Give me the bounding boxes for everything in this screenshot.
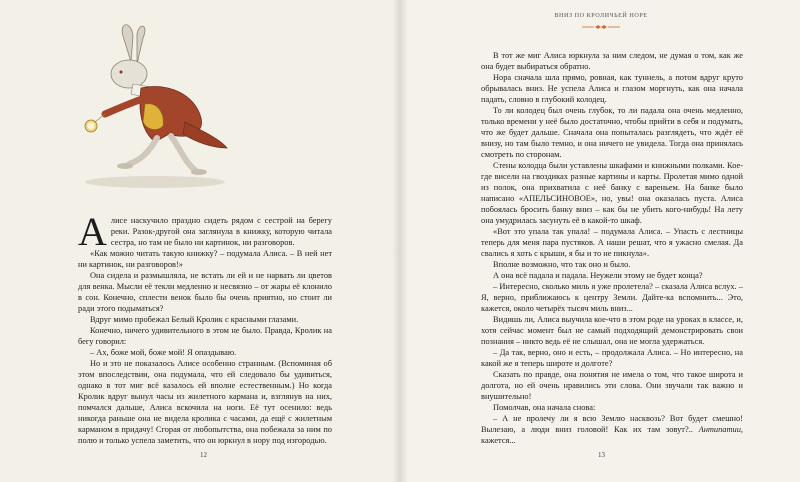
book-gutter: [392, 0, 408, 482]
italic-word: Антипатии: [698, 425, 741, 434]
paragraph: Помолчав, она начала снова:: [493, 403, 596, 412]
left-page-text: [78, 209, 332, 446]
paragraph: В тот же миг Алиса юркнула за ним следом, не думая о том, как же она будет выбираться обратно.: [481, 51, 743, 71]
paragraph: Нора сначала шла прямо, ровная, как туннель, а потом вдруг круто обрывалась вниз. Не успела Алиса и глазом моргнуть, как она начала падать, словно в глубокий колодец.: [481, 73, 743, 104]
paragraph: – Ах, боже мой, боже мой! Я опаздываю.: [90, 348, 237, 357]
paragraph: «Как можно читать такую книжку? – подумала Алиса. – В ней нет ни картинок, ни разговоров!»: [78, 249, 332, 269]
running-head: ВНИЗ ПО КРОЛИЧЬЕЙ НОРЕ: [554, 12, 648, 19]
paragraph: – А не пролечу ли я всю Землю насквозь? Вот будет смешно! Вылезаю, а люди вниз головой! Как их там зовут?.. Антипатии, кажется...: [481, 414, 743, 445]
right-page: [400, 0, 800, 482]
paragraph: Сказать по правде, она понятия не имела о том, что такое широта и долгота, но ей очень нравились эти слова. Они звучали так важно и внушительно!: [481, 370, 743, 401]
paragraph: Вполне возможно, что так оно и было.: [493, 260, 631, 269]
paragraph: Но и это не показалось Алисе особенно странным. (Вспоминая об этом впоследствии, она подумала, что ей следовало бы удивиться, однако в тот миг всё казалось ей вполне естественным.) Но когда Кролик вдруг вынул часы из жилетного кармана и, взглянув на них, помчался дальше, Алиса вскочила на ноги. Её тут осенило: ведь никогда раньше она не видела кролика с часами, да ещё с жилетным карманом в придачу! Сгорая от любопытства, она побежала за ним по полю и только успела заметить, что он юркнул в нору под изгородью.: [78, 359, 332, 445]
left-page: [0, 0, 399, 482]
paragraph: – Интересно, сколько миль я уже пролетела? – сказала Алиса вслух. – Я, верно, приближаюсь к центру Земли. Дайте-ка вспомнить... Это, кажется, около четырёх тысяч миль вниз...: [481, 282, 743, 313]
paragraph: Конечно, ничего удивительного в этом не было. Правда, Кролик на бегу говорил:: [78, 326, 332, 346]
paragraph: – Да так, верно, оно и есть, – продолжала Алиса. – Но интересно, на какой же я теперь широте и долготе?: [481, 348, 743, 368]
paragraph: Стены колодца были уставлены шкафами и книжными полками. Кое-где висели на гвоздиках разные картины и карты. Пролетая мимо одной из полок, она прихватила с неё банку с вареньем. На банке было написано «АПЕЛЬСИНОВОЕ», но, увы! она оказалась пуста. Алиса побоялась бросить банку вниз – как бы не убить кого-нибудь! На лету она умудрилась засунуть её в какой-то шкаф.: [481, 161, 743, 225]
paragraph: «Вот это упала так упала! – подумала Алиса. – Упасть с лестницы теперь для меня пара пустяков. А наши решат, что я ужасно смелая. Да свались я хоть с крыши, я бы и то не пикнула».: [481, 227, 743, 258]
page-number: 13: [598, 451, 605, 459]
paragraph: Видишь ли, Алиса выучила кое-что в этом роде на уроках в классе, и, хотя сейчас момент был не самый подходящий демонстрировать свои познания – никто ведь её не слышал, она не могла удержаться.: [481, 315, 743, 346]
ornament-icon: [580, 24, 622, 30]
right-page-text: [481, 50, 743, 446]
paragraph: А она всё падала и падала. Неужели этому не будет конца?: [493, 271, 703, 280]
white-rabbit-with-pocket-watch-illustration: [45, 22, 245, 197]
paragraph: Вдруг мимо пробежал Белый Кролик с красными глазами.: [90, 315, 299, 324]
paragraph: Она сидела и размышляла, не встать ли ей и не нарвать ли цветов для венка. Мысли её текли медленно и несвязно – от жары её клонило в сон. Конечно, сплести венок было бы очень приятно, но стоит ли ради этого подыматься?: [78, 271, 332, 313]
paragraph: То ли колодец был очень глубок, то ли падала она очень медленно, только времени у неё было достаточно, чтобы прийти в себя и подумать, что же будет дальше. Сначала она попыталась разглядеть, что ждёт её внизу, но там было темно, и она ничего не увидела. Тогда она принялась смотреть по сторонам.: [481, 106, 743, 159]
page-number: 12: [200, 451, 207, 459]
opening-paragraph: Алисе наскучило праздно сидеть рядом с сестрой на берегу реки. Разок-другой она заглянула в книжку, которую читала сестра, но там не было ни картинок, ни разговоров.: [78, 209, 332, 254]
drop-cap: А: [78, 209, 107, 254]
